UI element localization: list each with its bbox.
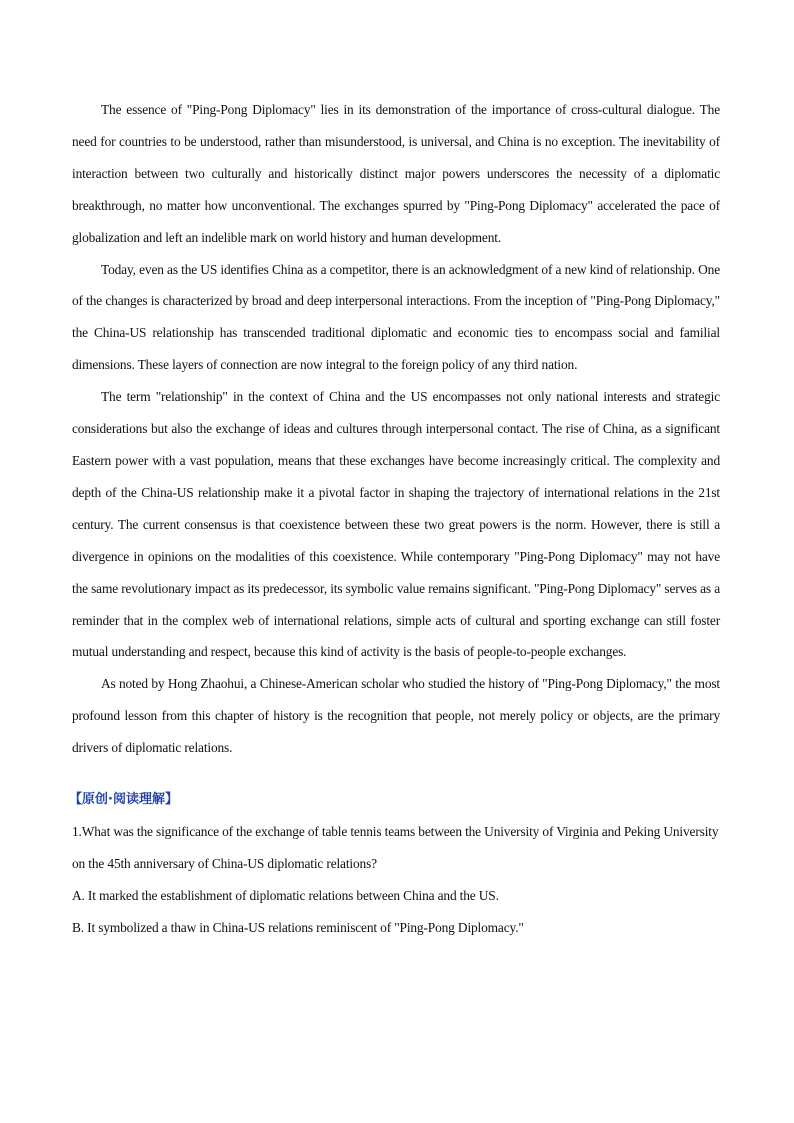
question-1-option-b: B. It symbolized a thaw in China-US relations reminiscent of "Ping-Pong Diplomacy.": [72, 919, 524, 935]
exercise-heading: 【原创·阅读理解】: [69, 792, 178, 808]
passage-paragraph-4: As noted by Hong Zhaohui, a Chinese-American scholar who studied the history of "Ping-Pong Diplomacy," the most profound lesson from this chapter of history is the recognition that people, not merely policy or objects, are the primary drivers of diplomatic relations.: [72, 676, 720, 756]
passage-paragraph-3: The term "relationship" in the context of China and the US encompasses not only national interests and strategic considerations but also the exchange of ideas and cultures through interpersonal contact. The rise of China, as a significant Eastern power with a vast population, means that these exchanges have become increasingly critical. The complexity and depth of the China-US relationship make it a pivotal factor in shaping the trajectory of international relations in the 21st century. The current consensus is that coexistence between these two great powers is the norm. However, there is still a divergence in opinions on the modalities of this coexistence. While contemporary "Ping-Pong Diplomacy" may not have the same revolutionary impact as its predecessor, its symbolic value remains significant. "Ping-Pong Diplomacy" serves as a reminder that in the complex web of international relations, simple acts of cultural and sporting exchange can still foster mutual understanding and respect, because this kind of activity is the basis of people-to-people exchanges.: [72, 389, 720, 660]
question-1-option-a: A. It marked the establishment of diplomatic relations between China and the US.: [72, 887, 499, 903]
question-1-stem: 1.What was the significance of the exchange of table tennis teams between the University of Virginia and Peking University on the 45th anniversary of China-US diplomatic relations?: [72, 823, 719, 871]
passage-paragraph-1: The essence of "Ping-Pong Diplomacy" lies in its demonstration of the importance of cross-cultural dialogue. The need for countries to be understood, rather than misunderstood, is universal, and China is no exception. The inevitability of interaction between two culturally and historically distinct major powers underscores the necessity of a diplomatic breakthrough, no matter how unconventional. The exchanges spurred by "Ping-Pong Diplomacy" accelerated the pace of globalization and left an indelible mark on world history and human development.: [72, 102, 720, 245]
passage-paragraph-2: Today, even as the US identifies China as a competitor, there is an acknowledgment of a new kind of relationship. One of the changes is characterized by broad and deep interpersonal interactions. From the inception of "Ping-Pong Diplomacy," the China-US relationship has transcended traditional diplomatic and economic ties to encompass social and familial dimensions. These layers of connection are now integral to the foreign policy of any third nation.: [72, 261, 720, 373]
document-page: [69, 94, 720, 944]
